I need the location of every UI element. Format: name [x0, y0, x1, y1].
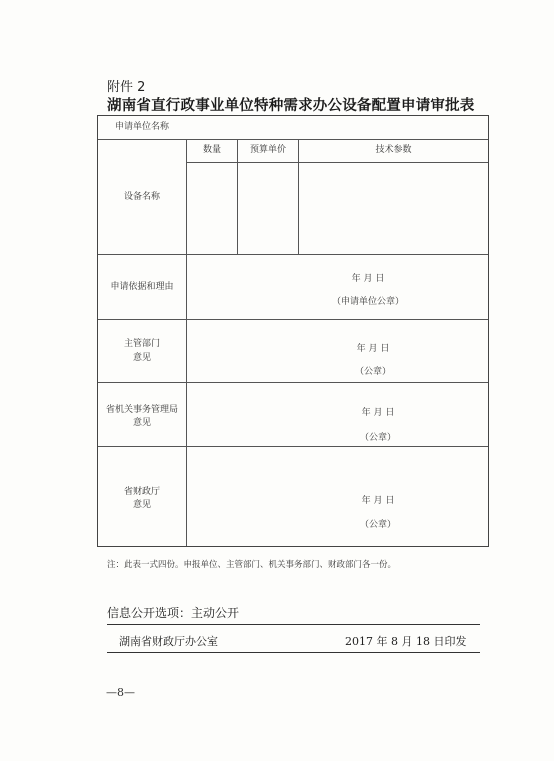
page-number: —8— — [106, 686, 135, 699]
equipment-name-label: 设备名称 — [123, 192, 160, 202]
row-divider — [98, 446, 488, 447]
form-title: 湖南省直行政事业单位特种需求办公设备配置申请审批表 — [107, 97, 475, 114]
applicant-name-field[interactable] — [187, 116, 487, 138]
finance-opinion-date: 年 月 日 — [361, 496, 395, 506]
row-divider — [98, 139, 488, 140]
basis-label: 申请依据和理由 — [110, 282, 174, 292]
dept-opinion-label-line2: 意见 — [132, 353, 151, 363]
tech-spec-header: 技术参数 — [375, 145, 412, 155]
finance-opinion-label-line1: 省财政厅 — [123, 487, 160, 497]
dept-opinion-seal: （公章） — [354, 367, 391, 377]
footer-top-rule — [107, 624, 480, 625]
affairs-opinion-label-line1: 省机关事务管理局 — [105, 405, 178, 415]
affairs-opinion-date: 年 月 日 — [361, 408, 395, 418]
basis-seal: （申请单位公章） — [331, 297, 404, 307]
approval-form-table — [97, 115, 489, 547]
quantity-header: 数量 — [202, 145, 221, 155]
unit-price-header: 预算单价 — [249, 145, 286, 155]
annex-label: 附件 2 — [107, 80, 146, 95]
row-divider — [98, 382, 488, 383]
finance-opinion-seal: （公章） — [359, 520, 396, 530]
tech-spec-field[interactable] — [299, 163, 488, 253]
issue-date: 2017 年 8 月 18 日印发 — [345, 635, 467, 648]
row-divider — [98, 254, 488, 255]
row-divider — [98, 319, 488, 320]
finance-opinion-label-line2: 意见 — [132, 500, 151, 510]
form-note: 注：此表一式四份。申报单位、主管部门、机关事务部门、财政部门各一份。 — [107, 560, 397, 570]
disclosure-option: 信息公开选项：主动公开 — [107, 606, 240, 620]
issuing-office: 湖南省财政厅办公室 — [119, 635, 218, 648]
affairs-opinion-seal: （公章） — [359, 433, 396, 443]
applicant-name-label: 申请单位名称 — [114, 122, 169, 132]
quantity-field[interactable] — [187, 163, 237, 253]
unit-price-field[interactable] — [238, 163, 298, 253]
dept-opinion-label-line1: 主管部门 — [123, 339, 160, 349]
footer-bottom-rule — [107, 652, 480, 653]
basis-date: 年 月 日 — [351, 274, 385, 284]
affairs-opinion-label-line2: 意见 — [132, 418, 151, 428]
dept-opinion-date: 年 月 日 — [356, 344, 390, 354]
